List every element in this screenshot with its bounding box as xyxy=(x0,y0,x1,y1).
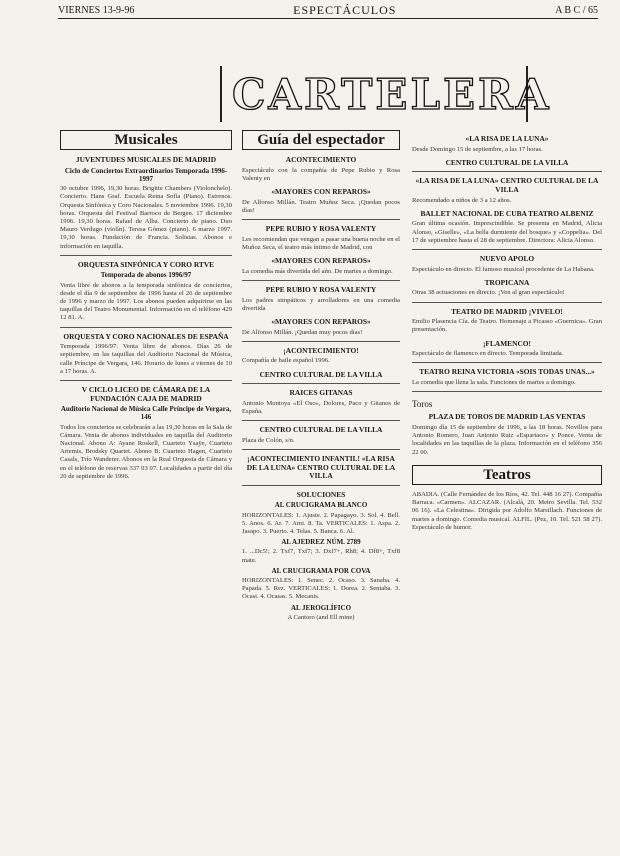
item-heading: CENTRO CULTURAL DE LA VILLA xyxy=(259,369,383,379)
item-text: Gran última ocasión. Imprescindible. Se presenta en Madrid, Alicia Alonso, «Giselle», «La bella durmiente del bosque» y «Coppelia». Del 17 de septiembre hasta el 28 de septiembre. Directora: Alicia Alonso. xyxy=(412,220,602,244)
header-section: ESPECTÁCULOS xyxy=(293,2,397,17)
item-heading: ORQUESTA SINFÓNICA Y CORO RTVE xyxy=(77,259,215,269)
musicales-title: Musicales xyxy=(60,130,232,150)
column-right xyxy=(412,130,602,852)
divider xyxy=(242,341,400,342)
item-heading: PEPE RUBIO Y ROSA VALENTY xyxy=(265,224,377,234)
item-heading: NUEVO APOLO xyxy=(479,253,535,263)
divider xyxy=(242,449,400,450)
item-heading: ¡FLAMENCO! xyxy=(482,338,532,348)
item-text: Recomendado a niños de 3 a 12 años. xyxy=(412,196,512,204)
item-text: Venta libre de abonos a la temporada sinfónica de conciertos, desde el día 9 de septiembre de 1996 hasta el 26 de septiembre de 1996 y marzo de 1997. Los abonos pueden adquirirse en las taquillas del Teatro Monumental. Información en el teléfono 429 12 81. A. xyxy=(60,281,232,322)
item-subheading: Ciclo de Conciertos Extraordinarios Temporada 1996-1997 xyxy=(64,166,228,183)
item-heading: ¡ACONTECIMIENTO INFANTIL! «LA RISA DE LA LUNA» CENTRO CULTURAL DE LA VILLA xyxy=(246,453,396,481)
item-heading: ACONTECIMIENTO xyxy=(285,155,357,165)
item-text: La comedia más divertida del año. De martes a domingo. xyxy=(242,267,393,275)
item-text: Espectáculo en directo. El famoso musical procedente de La Habana. xyxy=(412,265,595,273)
item-text: Los padres simpáticos y arrolladores en una comedia divertida xyxy=(242,296,400,312)
divider xyxy=(60,327,232,328)
item-text: Espectáculo de flamenco en directo. Temporada limitada. xyxy=(412,350,564,358)
divider xyxy=(412,302,602,303)
item-heading: CENTRO CULTURAL DE LA VILLA xyxy=(445,157,569,167)
item-heading: RAICES GITANAS xyxy=(289,388,353,398)
solution-text: HORIZONTALES: 1. Senec. 2. Ocaso. 3. Sanaba. 4. Papada. 5. Rez. VERTICALES: 1. Dorea. 2. Sentaba. 3. Ocasi. 4. Ocasas. 5. Mecanis. xyxy=(242,576,400,601)
teatros-text: ABADIA. (Calle Fernández de los Ríos, 42. Tel. 448 16 27). Compañía Barraca. «Carmen». ALCAZAR. (Alcalá, 20. Metro Sevilla. Tel. 532 06 16). «La Celestina». Dirigida por Adolfo Marsillach. Funciones de martes a domingo. Comedia musical. ALFIL. (Pez, 10. Tel. 521 58 27). Espectáculo de humor. xyxy=(412,490,602,531)
cartelera-banner: CARTELERA xyxy=(232,70,552,119)
guia-title: Guía del espectador xyxy=(242,130,400,150)
item-text: Compañía de baile español 1996. xyxy=(242,357,330,365)
item-subheading: Auditorio Nacional de Música Calle Príncipe de Vergara, 146 xyxy=(60,405,232,422)
column-musicales xyxy=(60,130,232,852)
item-heading: TROPICANA xyxy=(484,277,530,287)
item-heading: CENTRO CULTURAL DE LA VILLA xyxy=(259,425,383,435)
divider xyxy=(242,280,400,281)
solution-text: A Cantoro (and Ell mine) xyxy=(287,613,355,621)
musicales-item xyxy=(60,386,232,481)
solution-title: AL CRUCIGRAMA POR COVA xyxy=(271,566,371,575)
item-heading: ORQUESTA Y CORO NACIONALES DE ESPAÑA xyxy=(63,331,229,341)
item-heading: «MAYORES CON REPAROS» xyxy=(271,256,371,266)
divider xyxy=(242,383,400,384)
item-heading: V CICLO LICEO DE CÁMARA DE LA FUNDACIÓN CAJA DE MADRID xyxy=(81,385,211,403)
item-heading: PEPE RUBIO Y ROSA VALENTY xyxy=(265,285,377,294)
solution-title: AL CRUCIGRAMA BLANCO xyxy=(274,501,368,510)
item-text: De Alfonso Millán. ¡Quedan muy pocos días! xyxy=(242,328,363,336)
solution-text: 1. ...Dc5!; 2. Txf7, Txf7; 3. Dxf7+, Rh8; 4. Df8+, Txf8 mate. xyxy=(242,548,400,564)
item-heading: ¡ACONTECIMIENTO! xyxy=(283,345,359,355)
item-heading: «LA RISA DE LA LUNA» xyxy=(465,134,549,143)
item-text: Desde Domingo 15 de septiembre, a las 17 horas. xyxy=(412,145,543,153)
divider xyxy=(412,171,602,172)
item-text: 30 octubre 1996, 19,30 horas. Brigitte Chambers (Violonchelo). Concierto. Hans Graf. Escuela Reina Sofía (Piano). Estrenos. Orquesta Sinfónica y Coro Nacionales. 5 noviembre 1996. 19,30 horas. Orquesta del Festival Barroco de Bergen. 17 diciembre 1996. 19,30 horas. Rafael de Alba. Concierto de piano. Duo Mauro Verdugo (violín). Teresa Gómez (piano). 6 marzo 1997. 19,30 horas. Fundación de Francia. Solistas. Abonos e información en taquilla. xyxy=(60,185,232,250)
item-heading: TEATRO DE MADRID ¡VIVELO! xyxy=(451,306,563,316)
divider xyxy=(60,255,232,256)
item-text: Antonio Montoya «El Oso», Dolores, Paco y Gitanos de España. xyxy=(242,399,400,415)
solutions-heading: SOLUCIONES xyxy=(296,489,346,499)
header-page: A B C / 65 xyxy=(555,4,598,16)
item-text: Plaza de Colón, s/n. xyxy=(242,436,295,444)
divider xyxy=(60,380,232,381)
column-guia xyxy=(242,130,400,852)
teatros-title: Teatros xyxy=(412,465,602,485)
item-heading: «MAYORES CON REPAROS» xyxy=(271,187,371,197)
divider xyxy=(242,420,400,421)
divider xyxy=(412,249,602,250)
header-date: VIERNES 13-9-96 xyxy=(58,4,135,16)
item-text: Emilio Plasencia Cía. de Teatro. Homenaje a Picasso «Guernica». Gran presentación. xyxy=(412,318,602,334)
item-text: La comedia que llena la sala. Funciones de martes a domingo. xyxy=(412,378,576,386)
item-heading: BALLET NACIONAL DE CUBA TEATRO ALBENIZ xyxy=(420,208,594,218)
solution-text: HORIZONTALES: 1. Ajuste. 2. Papagayo. 3. Sol. 4. Bell. 5. Anos. 6. Ar. 7. Ami. 8. Ta. VERTICALES: 1. Aspa. 2. Jasapo. 3. Puerto. 4. Telas. 5. Banca. 6. Al. xyxy=(242,511,400,535)
divider xyxy=(412,391,602,392)
page-header xyxy=(58,2,598,19)
item-subheading: Temporada de abonos 1996/97 xyxy=(100,271,192,280)
item-heading: JUVENTUDES MUSICALES DE MADRID xyxy=(75,155,217,165)
item-heading: «MAYORES CON REPAROS» xyxy=(271,317,371,326)
item-text: Les recomiendan que vengan a pasar una buena noche en el Muñoz Seca, el teatro más íntimo de Madrid, con xyxy=(242,235,400,251)
toros-text: Domingo día 15 de septiembre de 1996, a las 18 horas. Novillos para Antonio Romero, Juan Antonio Ruiz «Espartaco» y Ponce. Venta de localidades en las taquillas de la plaza. Información en el teléfono 356 22 00. xyxy=(412,423,602,456)
solution-title: AL JEROGLÍFICO xyxy=(290,603,352,612)
divider xyxy=(242,219,400,220)
item-text: Otras 38 actuaciones en directo. ¡Ven al gran espectáculo! xyxy=(412,289,565,297)
item-text: De Alfonso Millán. Teatro Muñoz Seca. ¡Quedan pocos días! xyxy=(242,198,400,214)
musicales-item xyxy=(60,333,232,376)
item-heading: TEATRO REINA VICTORIA «SOIS TODAS UNAS...» xyxy=(419,367,595,377)
musicales-item xyxy=(60,261,232,323)
divider xyxy=(412,362,602,363)
toros-heading: PLAZA DE TOROS DE MADRID LAS VENTAS xyxy=(428,412,586,422)
toros-label: Toros xyxy=(412,399,433,410)
solution-title: AL AJEDREZ NÚM. 2789 xyxy=(281,538,361,547)
divider xyxy=(242,485,400,486)
item-text: Espectáculo con la compañía de Pepe Rubio y Rosa Valenty en xyxy=(242,166,400,182)
item-text: Todos los conciertos se celebrarán a las 19,30 horas en la Sala de Cámara. Venta de abonos individuales en taquilla del Auditorio Nacional. Abono A: Ayane Roskell, Cuarteto Ysaÿe, Cuarteto Artemis, Brodsky Quartet. Abono B: Cuarteto Hagen, Cuarteto Casals, Trío Wanderer. Abonos en la Real Orquesta de Cámara y en el teléfono de reservas 337 03 07. Localidades a partir del día 20 de septiembre de 1996. xyxy=(60,423,232,480)
musicales-item xyxy=(60,156,232,251)
item-heading: «LA RISA DE LA LUNA» CENTRO CULTURAL DE LA VILLA xyxy=(415,176,599,194)
item-text: Temporada 1996/97. Venta libre de abonos. Días 26 de septiembre, en las taquillas del Auditorio Nacional de Música, calle Príncipe de Vergara, 146. Horario de lunes a viernes de 10 a 17 horas. A. xyxy=(60,343,232,375)
